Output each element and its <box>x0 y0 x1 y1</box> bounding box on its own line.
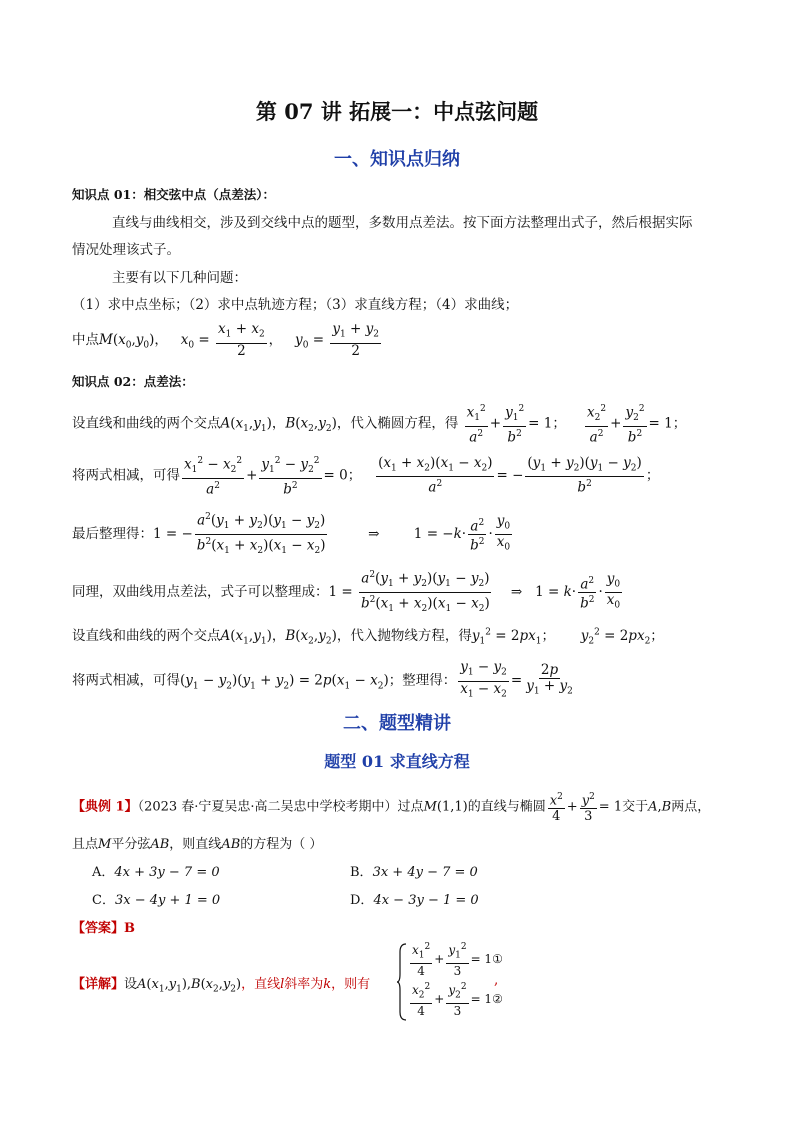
answer-value: B <box>124 921 136 936</box>
option-c-text: 3x − 4y + 1 = 0 <box>114 893 221 908</box>
kp2-text-final: 最后整理得： <box>72 526 153 543</box>
type-heading-01: 题型 01 求直线方程 <box>324 752 470 771</box>
equation-2: $\frac{x_2^2}{4}$ + $\frac{y_2^2}{3}$ = 1② <box>412 982 503 1019</box>
kp1-problem-list: （1）求中点坐标；（2）求中点轨迹方程；（3）求直线方程；（4）求曲线； <box>72 297 519 313</box>
midpoint-label: 中点 <box>72 331 99 348</box>
option-b-label: B． <box>350 865 373 880</box>
section-heading-types: 二、题型精讲 <box>343 713 451 734</box>
option-d-label: D． <box>350 893 374 908</box>
example-1-text-bisect: 平分弦 <box>111 837 151 852</box>
option-a[interactable] <box>92 861 220 880</box>
example-1-line2: 且点M平分弦AB，则直线AB的方程为（ ） <box>72 837 323 852</box>
kp2-line-final: 最后整理得：1 = − $\frac{a^2(y_1 + y_2)(y_1 - y_2)}{b^2(x_1 + x_2)(x_1 - x_2)}$ ⇒ 1 = −k· $\frac{a^2}{b^2}$ · $\frac{y_0}{x_0}$ <box>72 512 511 557</box>
midpoint-formula: 中点$M(x_0,y_0)$， $x_0$ = $\frac{x_1 + x_2}{2}$ ， $y_0$ = $\frac{y_1 + y_2}{2}$ <box>72 321 379 359</box>
kp2-text-intersection-2: 设直线和曲线的两个交点 <box>72 628 221 644</box>
kp2-text-hyperbola: 同理，双曲线用点差法，式子可以整理成： <box>72 584 329 601</box>
knowledge-point-1-title: 知识点 01：相交弦中点（点差法）： <box>72 187 275 202</box>
detail-tag: 【详解】 <box>72 977 125 992</box>
kp1-paragraph-line2: 情况处理该式子。 <box>72 242 180 258</box>
detail-text-line: ，直线 <box>241 977 281 992</box>
example-1-text-point: 且点 <box>72 837 99 852</box>
option-a-text: 4x + 3y − 7 = 0 <box>114 865 220 880</box>
left-brace-icon <box>396 942 408 1022</box>
kp2-line-parabola: 设直线和曲线的两个交点$A(x_1,y_1)$，$B(x_2,y_2)$，代入抛物线方程，得$y_1^2 = 2px_1$； $y_2^2 = 2px_2$； <box>72 627 664 647</box>
detail-text-then: ，则有 <box>331 977 371 992</box>
detail-text-slope: 斜率为 <box>284 977 324 992</box>
option-b-text: 3x + 4y − 7 = 0 <box>372 865 478 880</box>
kp1-paragraph-2: 主要有以下几种问题： <box>112 270 247 286</box>
example-1-text-question: 的方程为（ ） <box>240 837 323 852</box>
example-1-text-line: ，则直线 <box>169 837 222 852</box>
kp2-text-intersection: 设直线和曲线的两个交点 <box>72 415 221 432</box>
example-1-text-ellipse: 的直线与椭圆 <box>467 799 546 815</box>
example-1-line1: 【典例 1】（2023 春·宁夏吴忠·高二吴忠中学校考期中）过点M(1,1)的直线与椭圆 $\frac{x^2}{4}$ + $\frac{y^2}{3}$ = 1交于A,B两点， <box>72 792 711 825</box>
option-c-label: C． <box>92 893 115 908</box>
detail-line: 【详解】设$A(x_1,y_1),B(x_2,y_2)$，直线l斜率为k，则有 <box>72 977 371 995</box>
option-d-text: 4x − 3y − 1 = 0 <box>373 893 479 908</box>
section-heading-knowledge: 一、知识点归纳 <box>334 149 460 170</box>
kp2-text-subtract-2: 将两式相减，可得 <box>72 672 180 689</box>
kp2-text-ellipse: ，代入椭圆方程，得 <box>336 415 459 432</box>
comma: , <box>494 972 499 988</box>
kp1-paragraph-line1: 直线与曲线相交，涉及到交线中点的题型，多数用点差法。按下面方法整理出式子，然后根据实际 <box>112 215 693 231</box>
page-title: 第 07 讲 拓展一：中点弦问题 <box>255 99 539 124</box>
kp2-line-ellipse: 设直线和曲线的两个交点$A(x_1,y_1)$，$B(x_2,y_2)$，代入椭圆方程，得 $\frac{x_1^2}{a^2}$ + $\frac{y_1^2}{b^2}$ = 1； $\frac{x_2^2}{a^2}$ + $\frac{y_2^2}{b^2}$ = 1； <box>72 404 687 446</box>
kp2-line-hyperbola: 同理，双曲线用点差法，式子可以整理成：1 = $\frac{a^2(y_1 + y_2)(y_1 - y_2)}{b^2(x_1 + x_2)(x_1 - x_2)}$ ⇒ 1 = k· $\frac{a^2}{b^2}$ · $\frac{y_0}{x_0}$ <box>72 570 621 615</box>
detail-text-let: 设 <box>124 977 138 992</box>
example-1-tag: 【典例 1】 <box>72 799 138 815</box>
kp2-line-parabola-result: 将两式相减，可得$(y_1 - y_2)(y_1 + y_2) = 2p(x_1 - x_2)$；整理得： $\frac{y_1 - y_2}{x_1 - x_2}$ = $\frac{2p}{y_1 + y_2}$ <box>72 659 573 700</box>
option-c[interactable] <box>92 889 220 908</box>
knowledge-point-2-title: 知识点 02：点差法： <box>72 374 194 389</box>
example-1-source: （2023 春·宁夏吴忠·高二吴忠中学校考期中）过点 <box>137 799 424 815</box>
example-1-text-points: 两点， <box>671 799 711 815</box>
equation-1: $\frac{x_1^2}{4}$ + $\frac{y_1^2}{3}$ = 1① <box>412 942 503 979</box>
kp2-line-subtract: 将两式相减，可得 $\frac{x_1^2 - x_2^2}{a^2}$ + $\frac{y_1^2 - y_2^2}{b^2}$ = 0； $\frac{(x_1 + x_2)(x_1 - x_2)}{a^2}$ = − $\frac{(y_1 + y_2)(y_1 - y_2)}{b^2}$ ； <box>72 454 660 498</box>
kp2-text-simplify: ；整理得： <box>388 672 457 689</box>
kp2-text-subtract: 将两式相减，可得 <box>72 467 180 484</box>
answer-tag: 【答案】 <box>72 921 125 936</box>
kp2-text-parabola: ，代入抛物线方程，得 <box>336 628 472 644</box>
option-a-label: A． <box>92 865 115 880</box>
option-b[interactable] <box>350 861 478 880</box>
option-d[interactable] <box>350 889 479 908</box>
answer-line <box>72 917 135 936</box>
example-1-text-intersect: 交于 <box>622 799 649 815</box>
